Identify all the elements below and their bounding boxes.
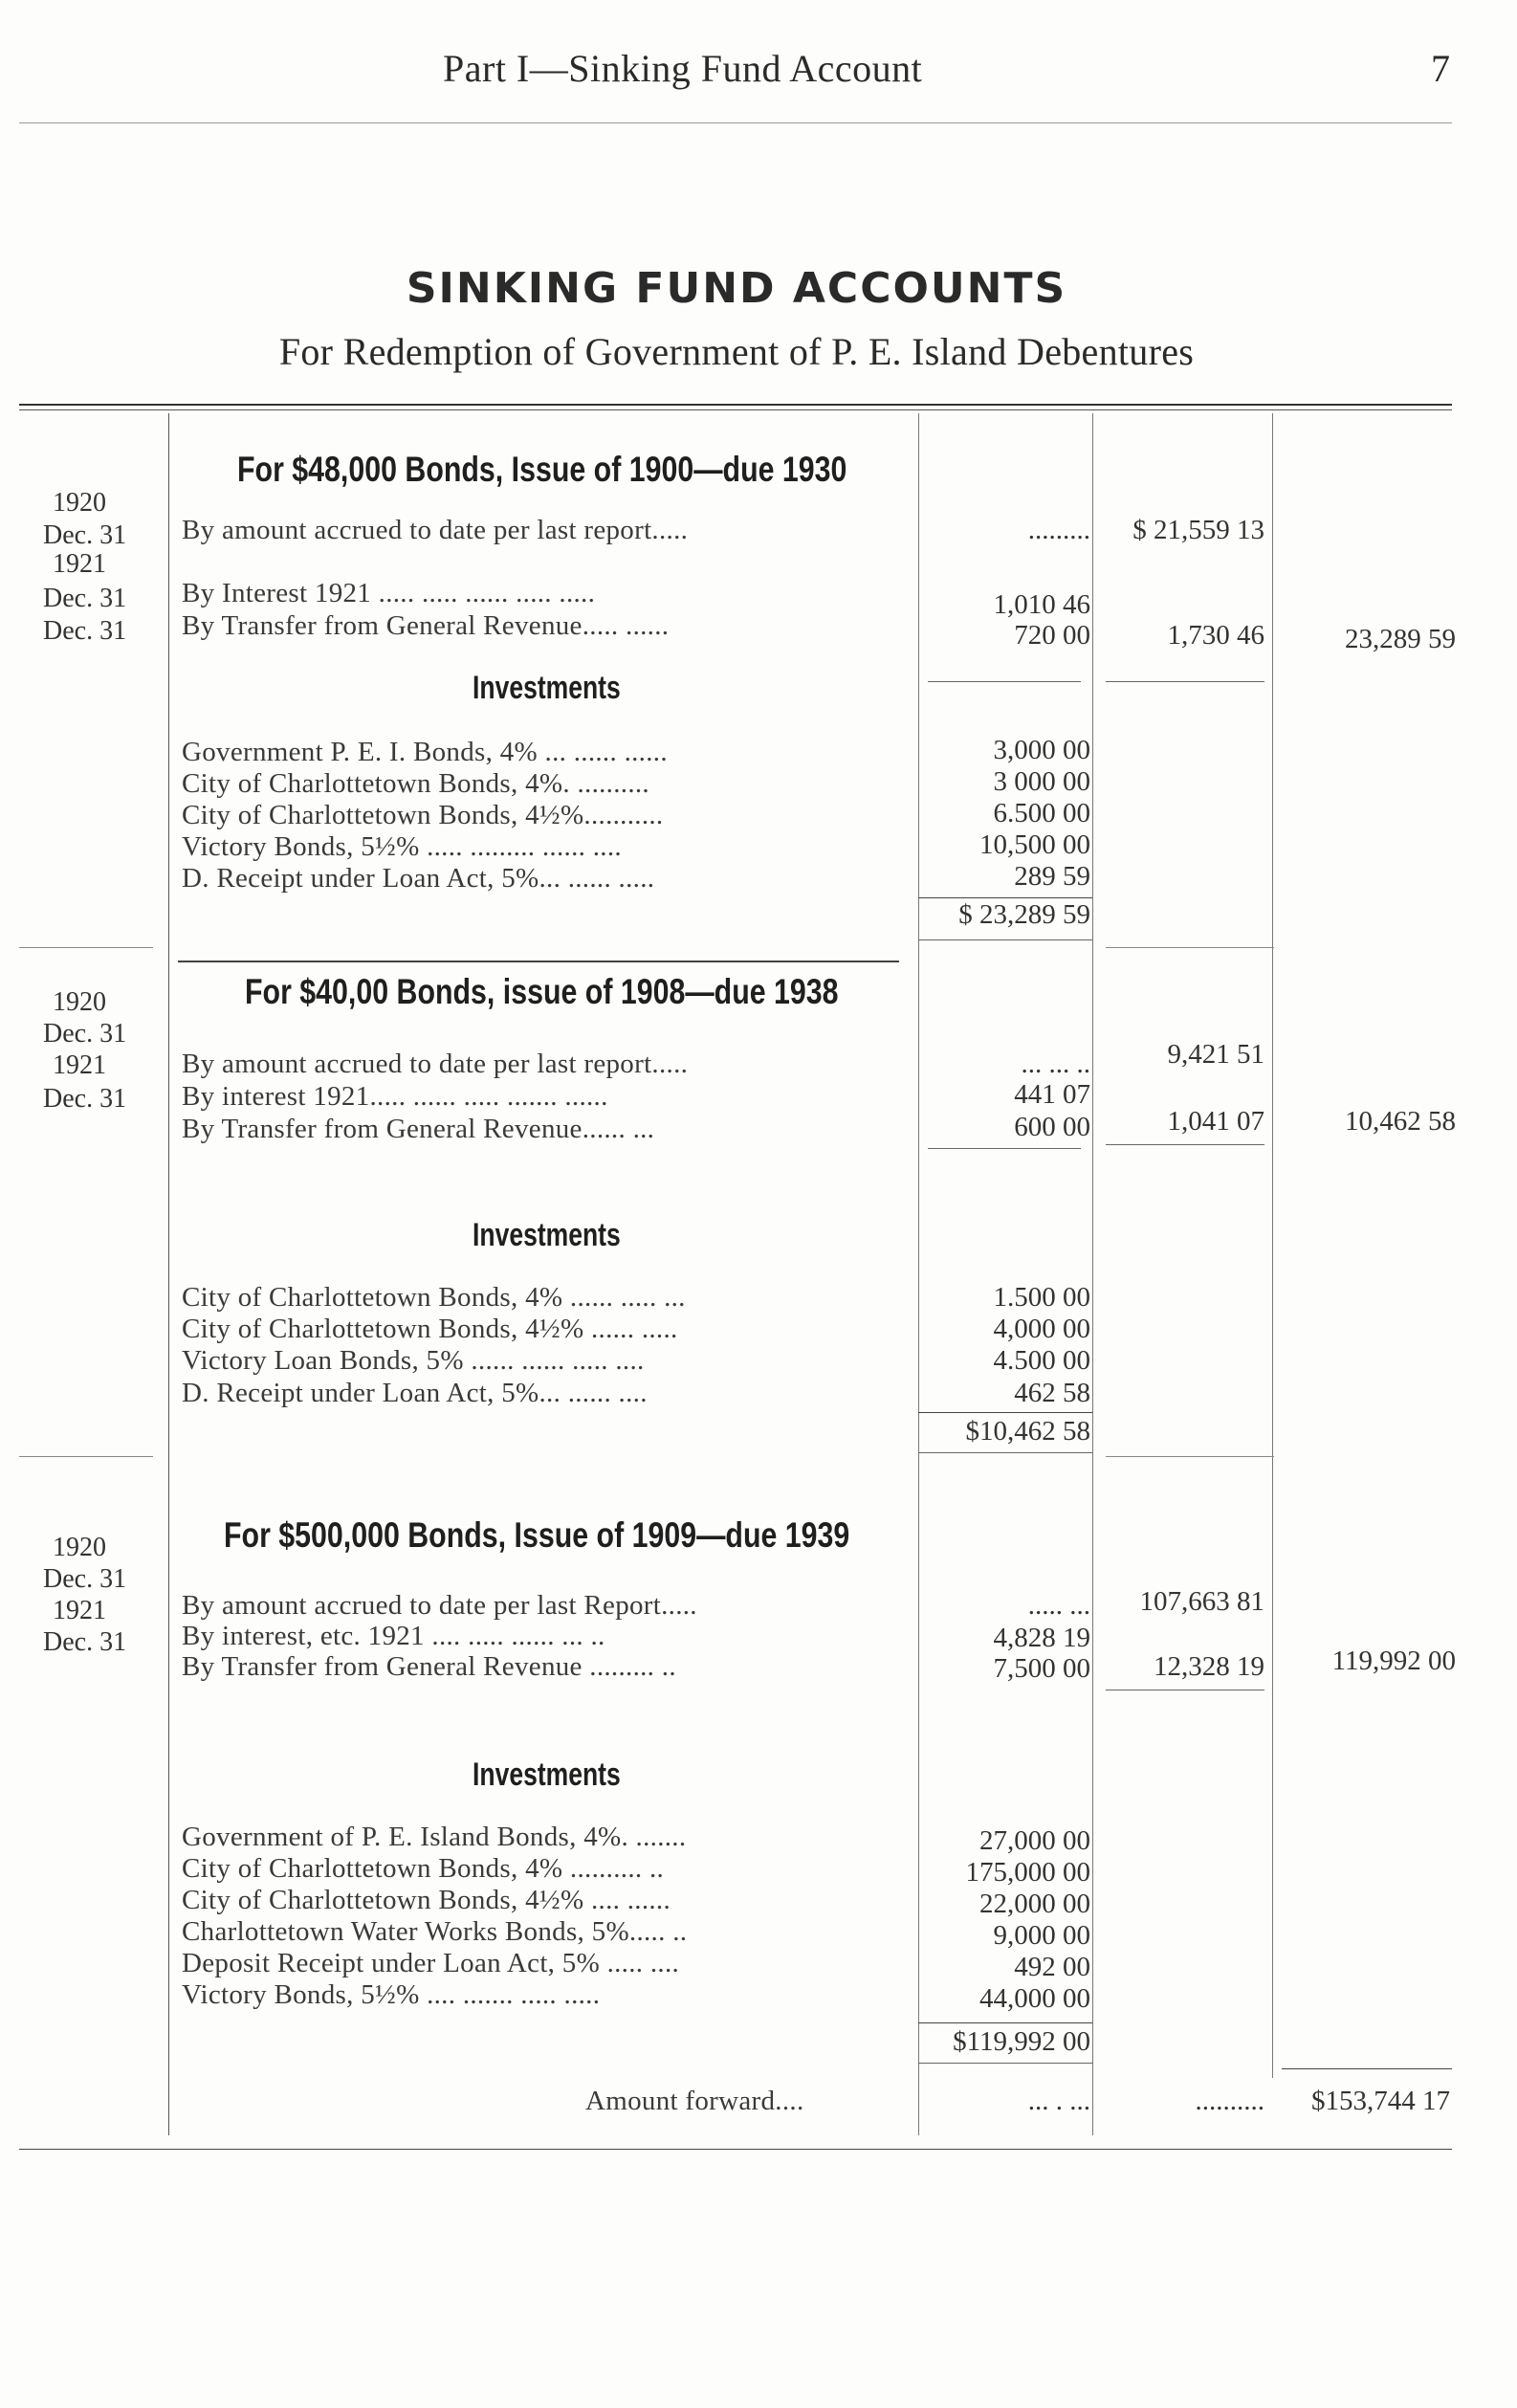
amount-column-rule-2 (1092, 413, 1093, 2135)
section-heading: For $48,000 Bonds, Issue of 1900—due 1930 (237, 450, 847, 489)
page-number: 7 (1431, 47, 1451, 90)
investment-amount: 462 58 (1014, 1378, 1090, 1408)
date-year: 1920 (53, 987, 106, 1017)
investment-amount: 3,000 00 (993, 735, 1090, 765)
date-day: Dec. 31 (43, 1084, 127, 1114)
total-underline (918, 1452, 1092, 1453)
entry-amount-col3: 119,992 00 (1331, 1646, 1456, 1676)
section-heading: For $500,000 Bonds, Issue of 1909—due 1939 (224, 1515, 850, 1555)
investment-amount: 9,000 00 (993, 1920, 1090, 1951)
bottom-rule (19, 2149, 1452, 2150)
investment-amount: 289 59 (1014, 861, 1090, 892)
header-rule (19, 122, 1452, 123)
section-divider (1106, 1456, 1274, 1457)
entry-amount-col1: 600 00 (1014, 1112, 1090, 1142)
total-rule (918, 897, 1092, 898)
entry-description: By Transfer from General Revenue..... ...... (182, 610, 670, 641)
amount-column-rule-3 (1272, 413, 1273, 2078)
date-year: 1920 (53, 1533, 106, 1562)
investment-description: Victory Loan Bonds, 5% ...... ...... ..... .... (182, 1345, 645, 1376)
entry-amount-col2: 9,421 51 (1167, 1039, 1264, 1070)
investment-description: City of Charlottetown Bonds, 4½% .... ...... (182, 1885, 671, 1915)
date-day: Dec. 31 (43, 1564, 127, 1594)
investment-description: Charlottetown Water Works Bonds, 5%..... .. (182, 1916, 688, 1947)
investment-description: Government P. E. I. Bonds, 4% ... ...... ...... (182, 737, 668, 767)
title-rule-top (19, 404, 1452, 406)
investment-amount: 492 00 (1014, 1952, 1090, 1982)
investment-amount: 22,000 00 (979, 1889, 1090, 1919)
entry-amount-col1: 441 07 (1014, 1079, 1090, 1110)
entry-amount-col1: 1,010 46 (993, 589, 1090, 620)
date-day: Dec. 31 (43, 1627, 127, 1657)
date-column-rule (168, 413, 169, 2135)
entry-amount-col2: 1,730 46 (1167, 620, 1264, 651)
date-year: 1921 (53, 1596, 106, 1625)
investments-total: $119,992 00 (953, 2026, 1090, 2057)
date-year: 1921 (53, 549, 106, 579)
investment-description: D. Receipt under Loan Act, 5%... ...... .... (182, 1378, 648, 1408)
section-divider (1106, 947, 1274, 948)
entry-description: By Transfer from General Revenue ......... .. (182, 1651, 676, 1682)
entry-amount-col2: 12,328 19 (1154, 1651, 1264, 1682)
entry-amount-col2: 107,663 81 (1139, 1586, 1264, 1617)
entry-amount-col1: 720 00 (1014, 620, 1090, 651)
investments-heading: Investments (473, 1217, 621, 1253)
investment-amount: 1.500 00 (993, 1282, 1090, 1313)
subtotal-rule (928, 681, 1081, 682)
date-year: 1920 (53, 488, 106, 518)
entry-description: By Interest 1921 ..... ..... ...... ..... ..... (182, 578, 596, 608)
investment-description: Victory Bonds, 5½% ..... ......... ...... .... (182, 831, 622, 862)
subtotal-rule (1106, 681, 1264, 682)
investment-amount: 175,000 00 (965, 1857, 1090, 1888)
entry-description: By interest 1921..... ...... ..... ....... ...... (182, 1081, 608, 1112)
investment-amount: 4,000 00 (993, 1314, 1090, 1344)
investment-description: City of Charlottetown Bonds, 4½%........... (182, 800, 664, 830)
page-subtitle: For Redemption of Government of P. E. Island Debentures (278, 330, 1195, 373)
investment-description: City of Charlottetown Bonds, 4% ...... ..... ... (182, 1282, 686, 1313)
subtotal-rule (928, 1148, 1081, 1149)
amount-forward-col2-dots: .......... (1195, 2086, 1264, 2116)
date-year: 1921 (53, 1050, 106, 1080)
subtotal-rule (1106, 1144, 1264, 1145)
investment-description: City of Charlottetown Bonds, 4½% ...... ..... (182, 1314, 678, 1344)
entry-amount-col1: ..... ... (1027, 1590, 1090, 1621)
entry-description: By amount accrued to date per last report..... (182, 515, 689, 545)
date-day: Dec. 31 (43, 616, 127, 646)
investment-description: City of Charlottetown Bonds, 4%. .......... (182, 768, 649, 799)
entry-amount-col2: 1,041 07 (1167, 1106, 1264, 1137)
investment-amount: 4.500 00 (993, 1345, 1090, 1376)
investment-amount: 10,500 00 (979, 829, 1090, 860)
amount-forward-col1-dots: ... . ... (1027, 2086, 1090, 2116)
investment-description: D. Receipt under Loan Act, 5%... ...... ..... (182, 863, 655, 894)
amount-column-rule-1 (918, 413, 919, 2135)
entry-amount-col3: 23,289 59 (1345, 624, 1456, 654)
entry-amount-col3: 10,462 58 (1345, 1106, 1456, 1137)
amount-forward-total: $153,744 17 (1311, 2086, 1450, 2116)
investments-heading: Investments (473, 670, 621, 706)
investment-description: Victory Bonds, 5½% .... ....... ..... ..... (182, 1979, 601, 2010)
entry-description: By Transfer from General Revenue...... ... (182, 1114, 655, 1144)
page-title: SINKING FUND ACCOUNTS (406, 264, 1067, 313)
running-title: Part I—Sinking Fund Account (443, 47, 923, 90)
amount-forward-label: Amount forward.... (585, 2086, 804, 2116)
forward-total-rule (1282, 2068, 1452, 2069)
investment-description: Government of P. E. Island Bonds, 4%. ....... (182, 1822, 687, 1852)
total-underline (918, 939, 1092, 940)
total-rule (918, 2022, 1092, 2023)
entry-description: By amount accrued to date per last report..... (182, 1049, 689, 1079)
investments-heading: Investments (473, 1756, 621, 1793)
entry-description: By interest, etc. 1921 .... ..... ...... ... .. (182, 1621, 605, 1651)
date-day: Dec. 31 (43, 520, 127, 550)
investment-amount: 6.500 00 (993, 798, 1090, 828)
entry-amount-col1: ......... (1027, 515, 1090, 545)
investment-amount: 27,000 00 (979, 1825, 1090, 1856)
entry-amount-col1: ... ... .. (1021, 1049, 1090, 1079)
entry-amount-col2: $ 21,559 13 (1132, 515, 1264, 545)
investment-description: Deposit Receipt under Loan Act, 5% ..... .... (182, 1948, 680, 1978)
investment-amount: 3 000 00 (993, 766, 1090, 797)
entry-description: By amount accrued to date per last Report..... (182, 1590, 697, 1621)
investments-total: $10,462 58 (965, 1416, 1090, 1447)
date-day: Dec. 31 (43, 584, 127, 613)
entry-amount-col1: 4,828 19 (993, 1623, 1090, 1653)
section-divider (178, 961, 899, 962)
entry-amount-col1: 7,500 00 (993, 1653, 1090, 1684)
section-divider (19, 1456, 153, 1457)
investment-description: City of Charlottetown Bonds, 4% .......... .. (182, 1853, 665, 1884)
total-rule (918, 1412, 1092, 1413)
total-underline (918, 2063, 1092, 2064)
investments-total: $ 23,289 59 (958, 899, 1090, 930)
investment-amount: 44,000 00 (979, 1983, 1090, 2014)
section-divider (19, 947, 153, 948)
date-day: Dec. 31 (43, 1019, 127, 1049)
section-heading: For $40,00 Bonds, issue of 1908—due 1938 (245, 972, 839, 1011)
title-rule-bottom (19, 409, 1452, 410)
